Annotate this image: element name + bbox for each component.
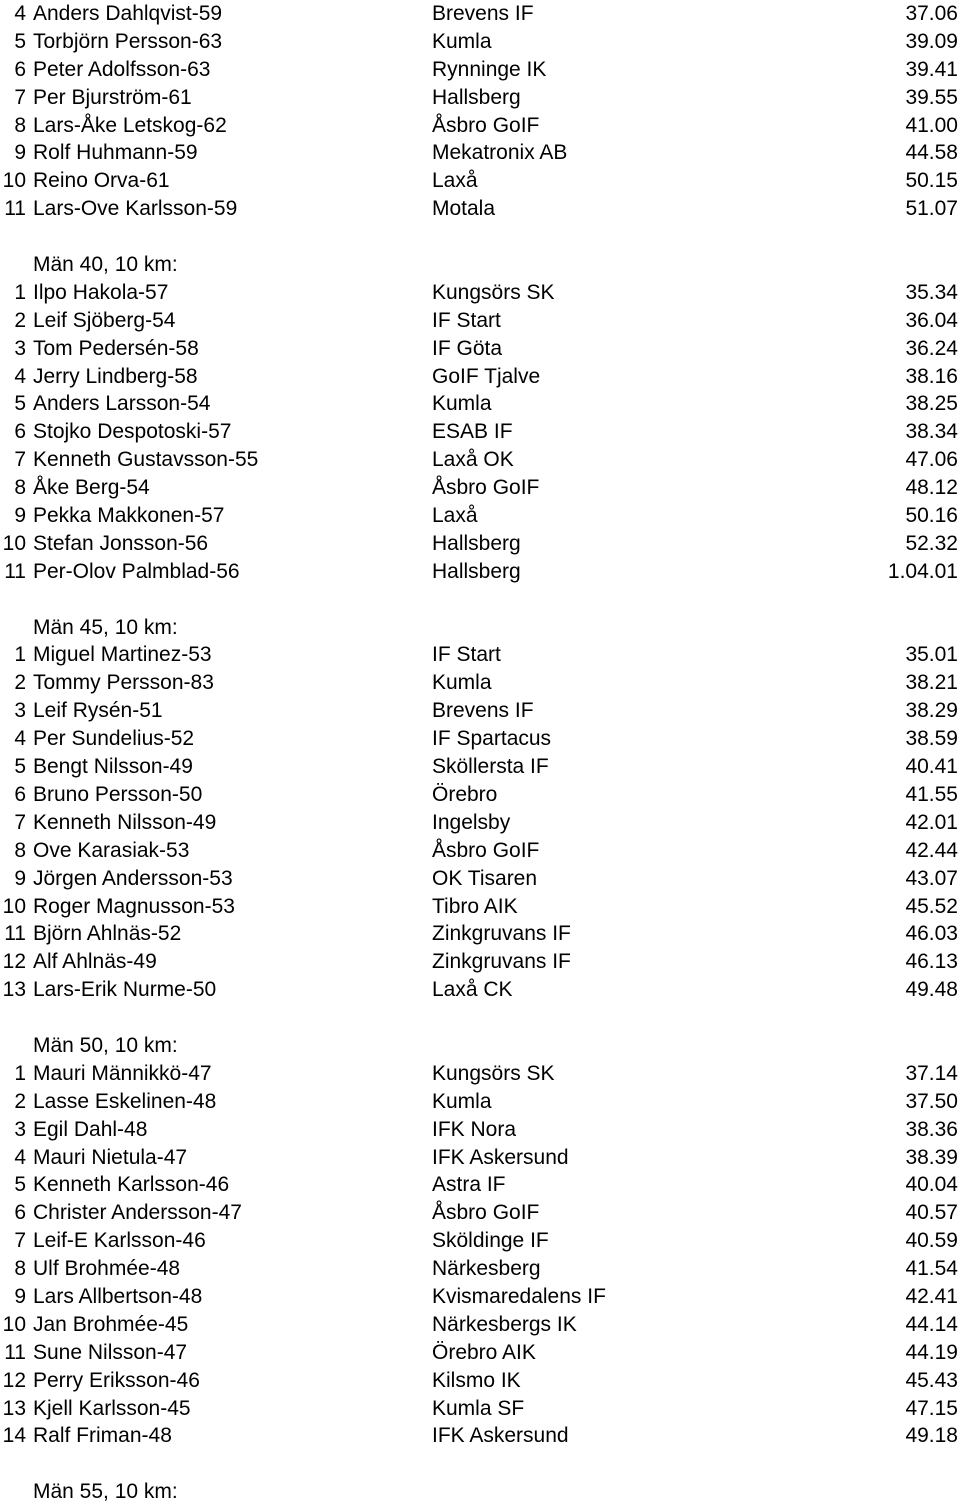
result-row (0, 1060, 960, 1088)
club-name: IF Göta (432, 336, 503, 360)
runner-name: Lars-Erik Nurme-50 (33, 978, 217, 1002)
club-name: Sköllersta IF (432, 755, 549, 779)
club-name: Rynninge IK (432, 57, 547, 81)
section-heading (0, 1032, 960, 1060)
club-name: Mekatronix AB (432, 141, 568, 165)
place-number: 3 (14, 1117, 26, 1141)
place-number: 5 (14, 755, 26, 779)
finish-time: 39.55 (905, 85, 958, 109)
place-number: 12 (2, 1368, 26, 1392)
result-row (0, 1283, 960, 1311)
place-number: 2 (14, 671, 26, 695)
runner-name: Stojko Despotoski-57 (33, 420, 232, 444)
club-name: Zinkgruvans IF (432, 922, 571, 946)
result-row (0, 558, 960, 586)
section-heading (0, 1478, 960, 1506)
result-row (0, 837, 960, 865)
club-name: Kumla (432, 1089, 492, 1113)
place-number: 9 (14, 141, 26, 165)
place-number: 10 (2, 894, 26, 918)
result-row (0, 697, 960, 725)
runner-name: Ralf Friman-48 (33, 1424, 172, 1448)
runner-name: Björn Ahlnäs-52 (33, 922, 182, 946)
finish-time: 40.57 (905, 1201, 958, 1225)
club-name: Kumla (432, 29, 492, 53)
runner-name: Jerry Lindberg-58 (33, 364, 198, 388)
runner-name: Stefan Jonsson-56 (33, 531, 209, 555)
place-number: 3 (14, 699, 26, 723)
result-row (0, 1367, 960, 1395)
finish-time: 40.04 (905, 1173, 958, 1197)
club-name: Tibro AIK (432, 894, 518, 918)
result-row (0, 502, 960, 530)
finish-time: 38.29 (905, 699, 958, 723)
runner-name: Per-Olov Palmblad-56 (33, 559, 240, 583)
club-name: Sköldinge IF (432, 1229, 549, 1253)
place-number: 10 (2, 169, 26, 193)
finish-time: 51.07 (905, 197, 958, 221)
finish-time: 47.06 (905, 448, 958, 472)
result-row (0, 1199, 960, 1227)
runner-name: Roger Magnusson-53 (33, 894, 235, 918)
finish-time: 42.41 (905, 1284, 958, 1308)
result-row (0, 948, 960, 976)
club-name: Brevens IF (432, 699, 534, 723)
finish-time: 37.14 (905, 1061, 958, 1085)
finish-time: 38.39 (905, 1145, 958, 1169)
club-name: Hallsberg (432, 531, 521, 555)
club-name: Laxå (432, 169, 478, 193)
runner-name: Ilpo Hakola-57 (33, 280, 169, 304)
section-heading (0, 251, 960, 279)
result-row (0, 139, 960, 167)
finish-time: 35.34 (905, 280, 958, 304)
finish-time: 42.44 (905, 838, 958, 862)
runner-name: Leif Sjöberg-54 (33, 308, 176, 332)
place-number: 8 (14, 838, 26, 862)
finish-time: 45.52 (905, 894, 958, 918)
finish-time: 38.59 (905, 727, 958, 751)
club-name: Örebro AIK (432, 1340, 536, 1364)
club-name: IF Spartacus (432, 727, 552, 751)
place-number: 6 (14, 57, 26, 81)
runner-name: Jan Brohmée-45 (33, 1312, 189, 1336)
club-name: Kungsörs SK (432, 1061, 555, 1085)
result-row (0, 390, 960, 418)
result-row (0, 865, 960, 893)
place-number: 7 (14, 810, 26, 834)
club-name: IFK Askersund (432, 1145, 569, 1169)
place-number: 13 (2, 1396, 26, 1420)
runner-name: Torbjörn Persson-63 (33, 29, 223, 53)
runner-name: Egil Dahl-48 (33, 1117, 148, 1141)
runner-name: Sune Nilsson-47 (33, 1340, 188, 1364)
runner-name: Anders Dahlqvist-59 (33, 2, 223, 25)
finish-time: 44.14 (905, 1312, 958, 1336)
place-number: 5 (14, 392, 26, 416)
place-number: 11 (4, 559, 26, 583)
club-name: Kungsörs SK (432, 280, 555, 304)
finish-time: 50.15 (905, 169, 958, 193)
result-row (0, 167, 960, 195)
runner-name: Kenneth Gustavsson-55 (33, 448, 259, 472)
club-name: Örebro (432, 782, 498, 806)
result-row (0, 307, 960, 335)
place-number: 10 (2, 531, 26, 555)
runner-name: Rolf Huhmann-59 (33, 141, 198, 165)
finish-time: 48.12 (905, 476, 958, 500)
finish-time: 47.15 (905, 1396, 958, 1420)
place-number: 8 (14, 1257, 26, 1281)
place-number: 2 (14, 1089, 26, 1113)
place-number: 9 (14, 1284, 26, 1308)
club-name: Kumla (432, 392, 492, 416)
place-number: 1 (14, 280, 26, 304)
runner-name: Leif Rysén-51 (33, 699, 163, 723)
finish-time: 38.34 (905, 420, 958, 444)
runner-name: Per Bjurström-61 (33, 85, 192, 109)
runner-name: Kenneth Karlsson-46 (33, 1173, 230, 1197)
finish-time: 52.32 (905, 531, 958, 555)
finish-time: 42.01 (905, 810, 958, 834)
result-row (0, 1116, 960, 1144)
place-number: 7 (14, 85, 26, 109)
club-name: Närkesberg (432, 1257, 541, 1281)
result-row (0, 976, 960, 1004)
section-heading (0, 614, 960, 642)
result-row (0, 1255, 960, 1283)
runner-name: Tom Pedersén-58 (33, 336, 199, 360)
finish-time: 45.43 (905, 1368, 958, 1392)
club-name: Kilsmo IK (432, 1368, 521, 1392)
place-number: 4 (14, 364, 26, 388)
place-number: 6 (14, 782, 26, 806)
result-row (0, 363, 960, 391)
finish-time: 41.54 (905, 1257, 958, 1281)
place-number: 5 (14, 29, 26, 53)
place-number: 12 (2, 950, 26, 974)
runner-name: Ove Karasiak-53 (33, 838, 190, 862)
club-name: Åsbro GoIF (432, 838, 540, 862)
club-name: IFK Nora (432, 1117, 517, 1141)
club-name: Zinkgruvans IF (432, 950, 571, 974)
runner-name: Anders Larsson-54 (33, 392, 211, 416)
result-row (0, 1171, 960, 1199)
club-name: Laxå OK (432, 448, 514, 472)
place-number: 11 (4, 922, 26, 946)
runner-name: Mauri Männikkö-47 (33, 1061, 212, 1085)
club-name: IF Start (432, 643, 501, 667)
result-row (0, 669, 960, 697)
club-name: Kumla (432, 671, 492, 695)
runner-name: Kjell Karlsson-45 (33, 1396, 191, 1420)
section-heading-text: Män 55, 10 km: (33, 1480, 178, 1504)
result-row (0, 279, 960, 307)
runner-name: Lars Allbertson-48 (33, 1284, 203, 1308)
result-row (0, 474, 960, 502)
finish-time: 44.58 (905, 141, 958, 165)
runner-name: Bengt Nilsson-49 (33, 755, 193, 779)
result-row (0, 335, 960, 363)
result-row (0, 781, 960, 809)
club-name: Kvismaredalens IF (432, 1284, 606, 1308)
place-number: 10 (2, 1312, 26, 1336)
place-number: 7 (14, 1229, 26, 1253)
place-number: 1 (14, 643, 26, 667)
runner-name: Bruno Persson-50 (33, 782, 203, 806)
place-number: 5 (14, 1173, 26, 1197)
club-name: OK Tisaren (432, 866, 538, 890)
runner-name: Christer Andersson-47 (33, 1201, 242, 1225)
runner-name: Per Sundelius-52 (33, 727, 195, 751)
result-row (0, 446, 960, 474)
result-row (0, 641, 960, 669)
finish-time: 50.16 (905, 504, 958, 528)
club-name: Åsbro GoIF (432, 1201, 540, 1225)
result-row (0, 1339, 960, 1367)
section-spacer (0, 586, 960, 614)
section-spacer (0, 1450, 960, 1478)
club-name: Laxå CK (432, 978, 513, 1002)
club-name: Hallsberg (432, 559, 521, 583)
place-number: 7 (14, 448, 26, 472)
section-spacer (0, 1004, 960, 1032)
section-heading-text: Män 45, 10 km: (33, 615, 178, 639)
finish-time: 37.06 (905, 2, 958, 25)
result-row (0, 1227, 960, 1255)
result-row (0, 1422, 960, 1450)
result-row (0, 753, 960, 781)
club-name: Motala (432, 197, 496, 221)
result-row (0, 530, 960, 558)
finish-time: 40.41 (905, 755, 958, 779)
club-name: Astra IF (432, 1173, 506, 1197)
runner-name: Jörgen Andersson-53 (33, 866, 233, 890)
result-row (0, 84, 960, 112)
result-row (0, 418, 960, 446)
runner-name: Miguel Martinez-53 (33, 643, 212, 667)
runner-name: Åke Berg-54 (33, 476, 150, 500)
finish-time: 46.13 (905, 950, 958, 974)
place-number: 4 (14, 1145, 26, 1169)
finish-time: 46.03 (905, 922, 958, 946)
club-name: Hallsberg (432, 85, 521, 109)
finish-time: 40.59 (905, 1229, 958, 1253)
place-number: 11 (4, 197, 26, 221)
club-name: IFK Askersund (432, 1424, 569, 1448)
result-row (0, 1144, 960, 1172)
place-number: 14 (2, 1424, 26, 1448)
result-row (0, 893, 960, 921)
result-row (0, 809, 960, 837)
result-row (0, 195, 960, 223)
section-spacer (0, 223, 960, 251)
finish-time: 38.25 (905, 392, 958, 416)
runner-name: Ulf Brohmée-48 (33, 1257, 181, 1281)
runner-name: Peter Adolfsson-63 (33, 57, 211, 81)
result-row (0, 112, 960, 140)
runner-name: Mauri Nietula-47 (33, 1145, 188, 1169)
place-number: 4 (14, 2, 26, 25)
finish-time: 37.50 (905, 1089, 958, 1113)
place-number: 13 (2, 978, 26, 1002)
finish-time: 38.16 (905, 364, 958, 388)
club-name: GoIF Tjalve (432, 364, 541, 388)
club-name: Åsbro GoIF (432, 476, 540, 500)
runner-name: Reino Orva-61 (33, 169, 170, 193)
result-row (0, 1311, 960, 1339)
runner-name: Alf Ahlnäs-49 (33, 950, 157, 974)
club-name: Brevens IF (432, 2, 534, 25)
result-row (0, 56, 960, 84)
section-heading-text: Män 40, 10 km: (33, 253, 178, 277)
section-heading-text: Män 50, 10 km: (33, 1033, 178, 1057)
runner-name: Kenneth Nilsson-49 (33, 810, 217, 834)
place-number: 2 (14, 308, 26, 332)
place-number: 11 (4, 1340, 26, 1364)
runner-name: Tommy Persson-83 (33, 671, 214, 695)
runner-name: Leif-E Karlsson-46 (33, 1229, 206, 1253)
finish-time: 44.19 (905, 1340, 958, 1364)
result-row (0, 0, 960, 28)
result-row (0, 28, 960, 56)
result-row (0, 1088, 960, 1116)
place-number: 8 (14, 113, 26, 137)
runner-name: Lars-Åke Letskog-62 (33, 113, 227, 137)
finish-time: 38.36 (905, 1117, 958, 1141)
place-number: 3 (14, 336, 26, 360)
place-number: 4 (14, 727, 26, 751)
result-row (0, 725, 960, 753)
club-name: Närkesbergs IK (432, 1312, 577, 1336)
club-name: Kumla SF (432, 1396, 525, 1420)
finish-time: 43.07 (905, 866, 958, 890)
finish-time: 49.18 (905, 1424, 958, 1448)
finish-time: 36.04 (905, 308, 958, 332)
finish-time: 36.24 (905, 336, 958, 360)
finish-time: 41.55 (905, 782, 958, 806)
club-name: ESAB IF (432, 420, 513, 444)
finish-time: 39.41 (905, 57, 958, 81)
finish-time: 38.21 (905, 671, 958, 695)
result-row (0, 1395, 960, 1423)
finish-time: 35.01 (905, 643, 958, 667)
club-name: Ingelsby (432, 810, 511, 834)
finish-time: 1.04.01 (887, 559, 958, 583)
place-number: 9 (14, 504, 26, 528)
place-number: 6 (14, 420, 26, 444)
place-number: 8 (14, 476, 26, 500)
runner-name: Pekka Makkonen-57 (33, 504, 225, 528)
finish-time: 41.00 (905, 113, 958, 137)
finish-time: 49.48 (905, 978, 958, 1002)
place-number: 1 (14, 1061, 26, 1085)
club-name: Laxå (432, 504, 478, 528)
club-name: IF Start (432, 308, 501, 332)
place-number: 9 (14, 866, 26, 890)
runner-name: Lars-Ove Karlsson-59 (33, 197, 238, 221)
runner-name: Perry Eriksson-46 (33, 1368, 200, 1392)
club-name: Åsbro GoIF (432, 113, 540, 137)
result-row (0, 920, 960, 948)
place-number: 6 (14, 1201, 26, 1225)
runner-name: Lasse Eskelinen-48 (33, 1089, 217, 1113)
finish-time: 39.09 (905, 29, 958, 53)
